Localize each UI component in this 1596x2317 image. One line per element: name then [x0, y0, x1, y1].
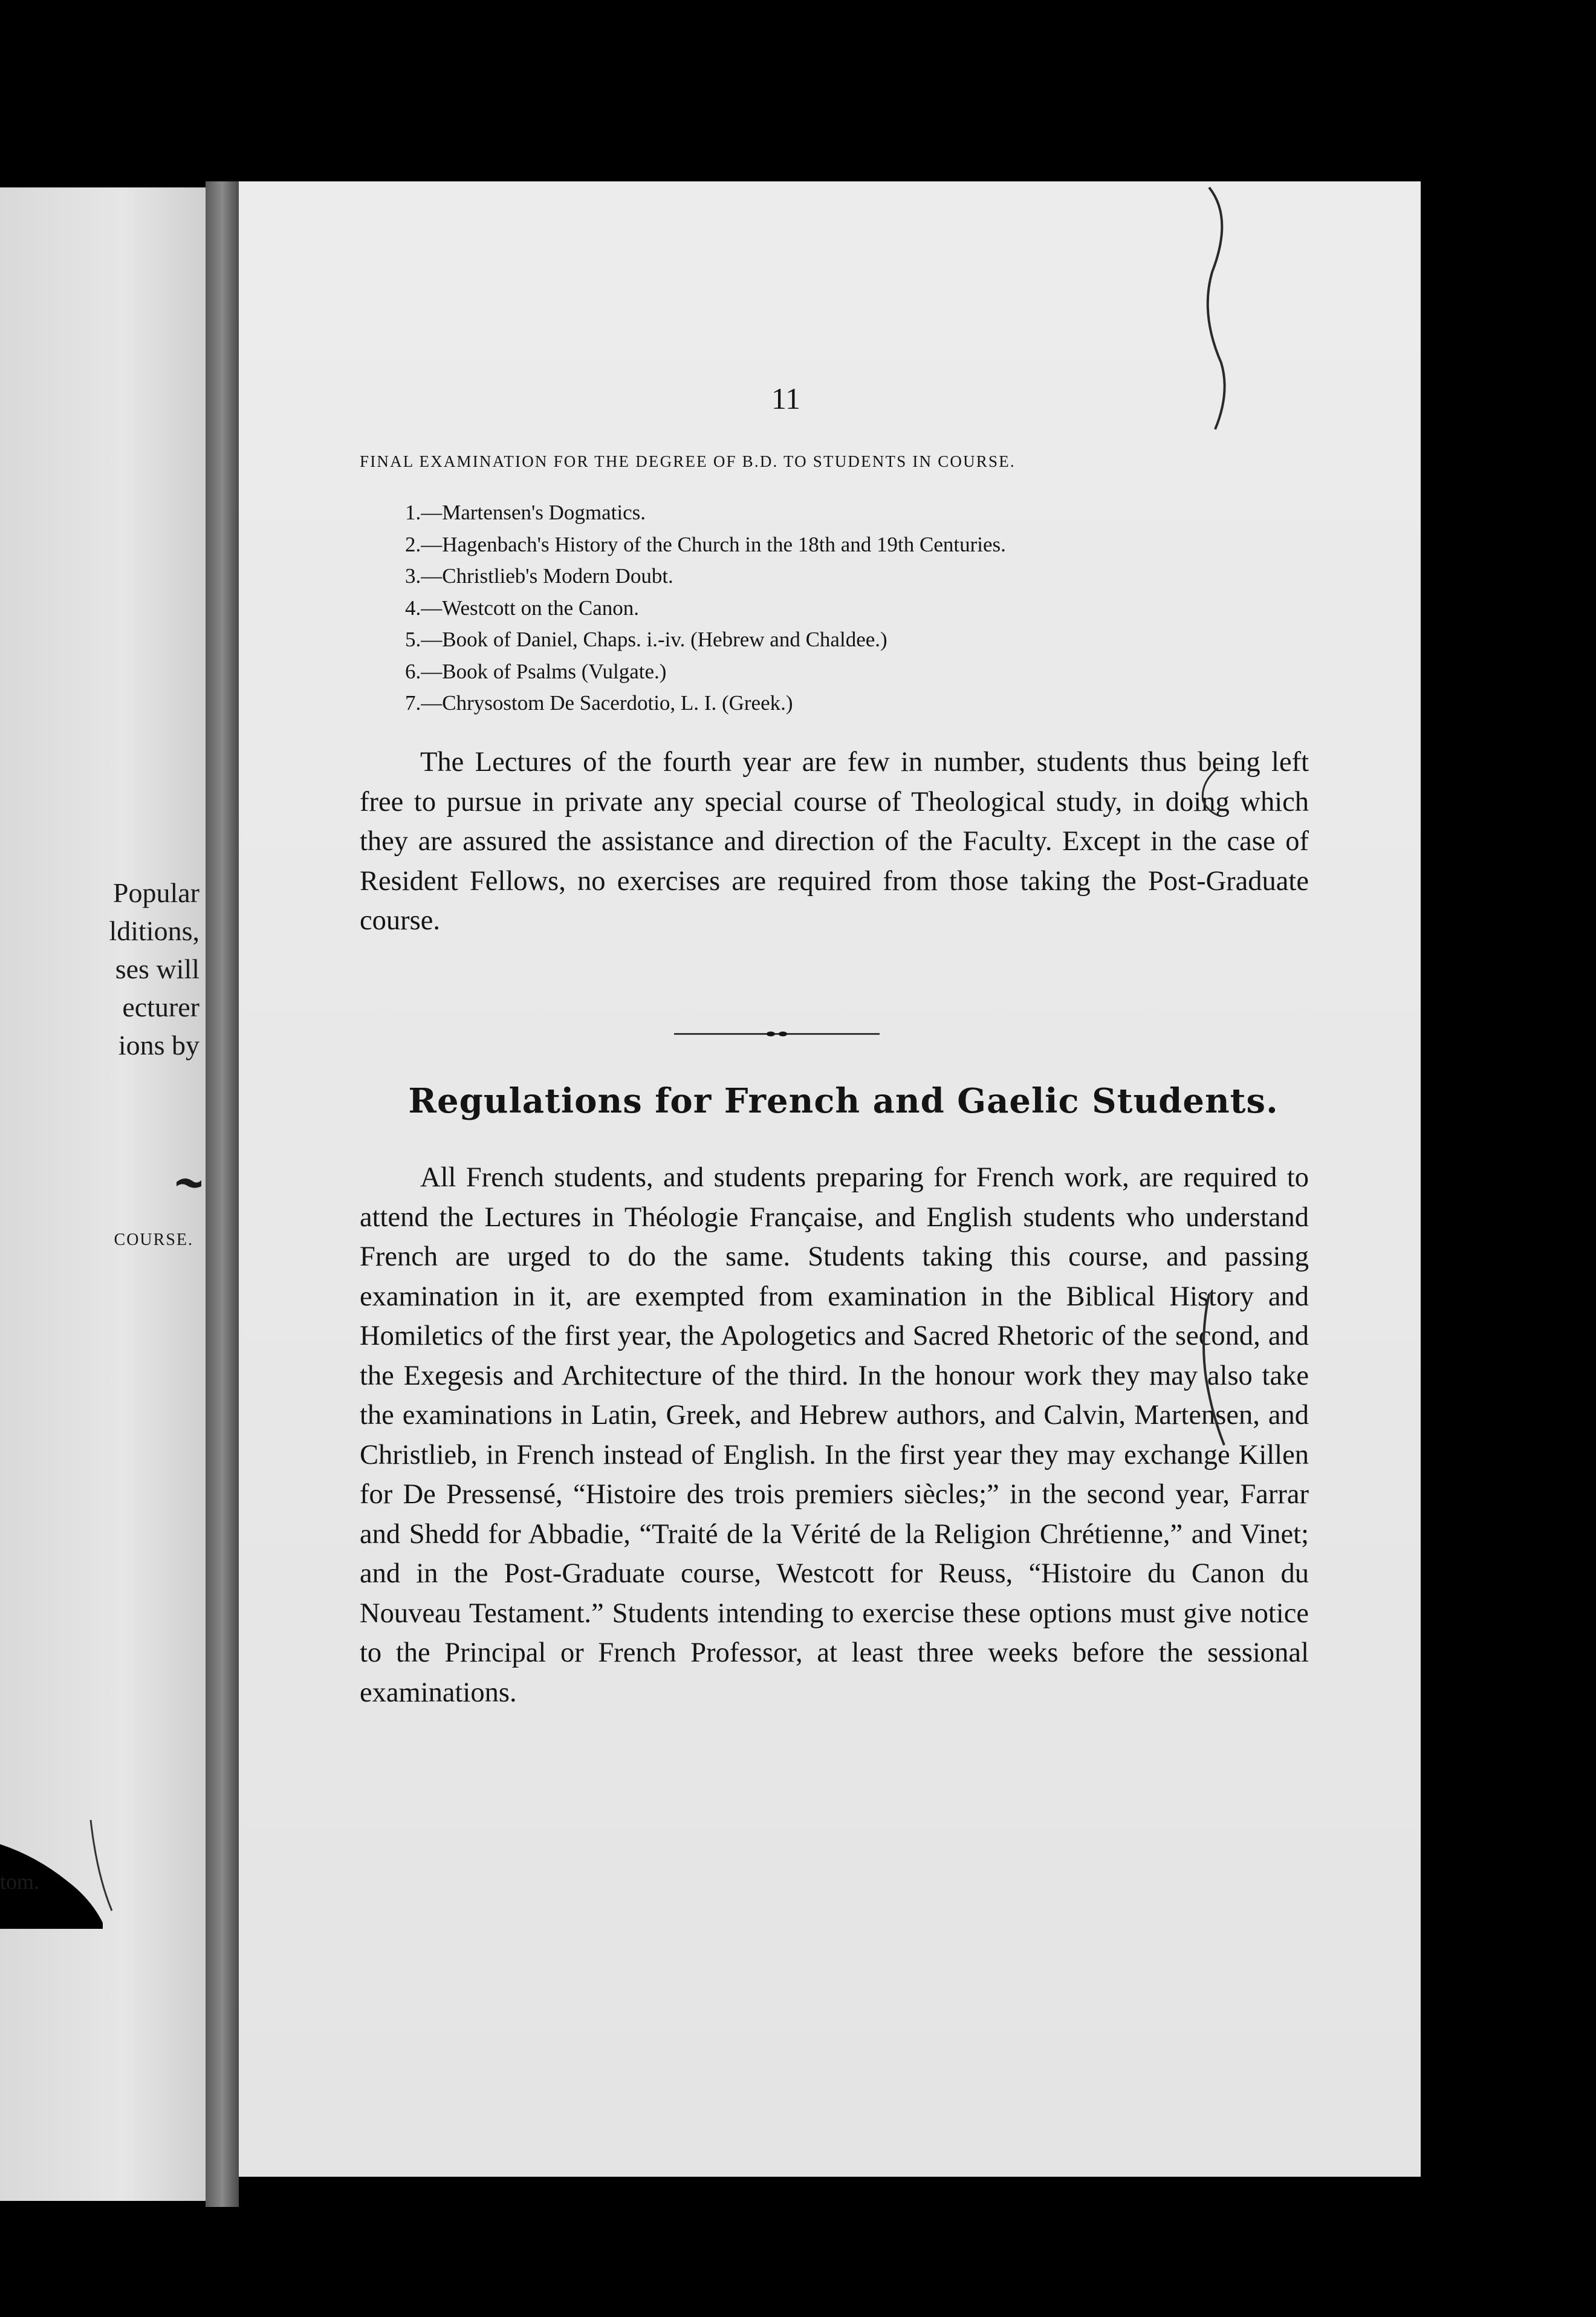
fourth-year-paragraph: The Lectures of the fourth year are few in number, students thus being left free to pursue in private any special course of Theological study, in doing which they are assured the assistance and direction of the Faculty. Except in the case of Resident Fellows, no exercises are required from those taking the Post-Graduate course.	[360, 747, 1309, 936]
list-item: 1.—Martensen's Dogmatics.	[405, 501, 646, 524]
list-item: 5.—Book of Daniel, Chaps. i.-iv. (Hebrew and Chaldee.)	[405, 628, 887, 651]
section-title: Regulations for French and Gaelic Students.	[408, 1081, 1279, 1121]
left-page-course-fragment: COURSE.	[114, 1230, 193, 1249]
margin-pencil-mark	[1203, 181, 1276, 435]
book-gutter	[206, 181, 239, 2207]
torn-corner	[0, 1772, 206, 1929]
page-number: 11	[771, 382, 801, 415]
left-page-line-3: ses will	[115, 954, 199, 984]
left-page-tom-fragment: tom.	[0, 1870, 40, 1894]
book-page	[239, 181, 1421, 2177]
list-item: 7.—Chrysostom De Sacerdotio, L. I. (Greek.)	[405, 691, 793, 715]
margin-bracket-mark	[1197, 1288, 1233, 1457]
left-page-line-1: Popular	[112, 877, 199, 908]
ornament-fragment	[175, 1173, 203, 1191]
previous-page-fragment	[0, 187, 206, 2201]
exam-list	[405, 497, 1006, 720]
list-item: 4.—Westcott on the Canon.	[405, 596, 639, 620]
section-divider-ornament	[674, 1028, 880, 1040]
left-page-line-2: lditions,	[109, 915, 199, 946]
list-item: 2.—Hagenbach's History of the Church in the 18th and 19th Centuries.	[405, 532, 1006, 556]
list-item: 3.—Christlieb's Modern Doubt.	[405, 564, 673, 588]
left-page-line-5: ions by	[118, 1030, 199, 1061]
left-page-line-4: ecturer	[122, 992, 199, 1022]
exam-heading: FINAL EXAMINATION FOR THE DEGREE OF B.D. TO STUDENTS IN COURSE.	[360, 452, 1016, 470]
margin-check-mark	[1194, 765, 1230, 819]
list-item: 6.—Book of Psalms (Vulgate.)	[405, 659, 667, 683]
french-gaelic-paragraph: All French students, and students preparing for French work, are required to attend the Lectures in Théologie Française, and English students who understand French are urged to do the same. Students taking this course, and passing examination in it, are exempted from examination in the Biblical History and Homiletics of the first year, the Apologetics and Sacred Rhetoric of the second, and the Exegesis and Architecture of the third. In the honour work they may also take the examinations in Latin, Greek, and Hebrew authors, and Calvin, Martensen, and Christlieb, in French instead of English. In the first year they may exchange Killen for De Pressensé, “Histoire des trois premiers siècles;” in the second year, Farrar and Shedd for Abbadie, “Traité de la Vérité de la Religion Chrétienne,” and Vinet; and in the Post-Graduate course, Westcott for Reuss, “Histoire du Canon du Nouveau Testament.” Students intending to exercise these options must give notice to the Principal or French Professor, at least three weeks before the sessional examinations.	[360, 1162, 1309, 1708]
